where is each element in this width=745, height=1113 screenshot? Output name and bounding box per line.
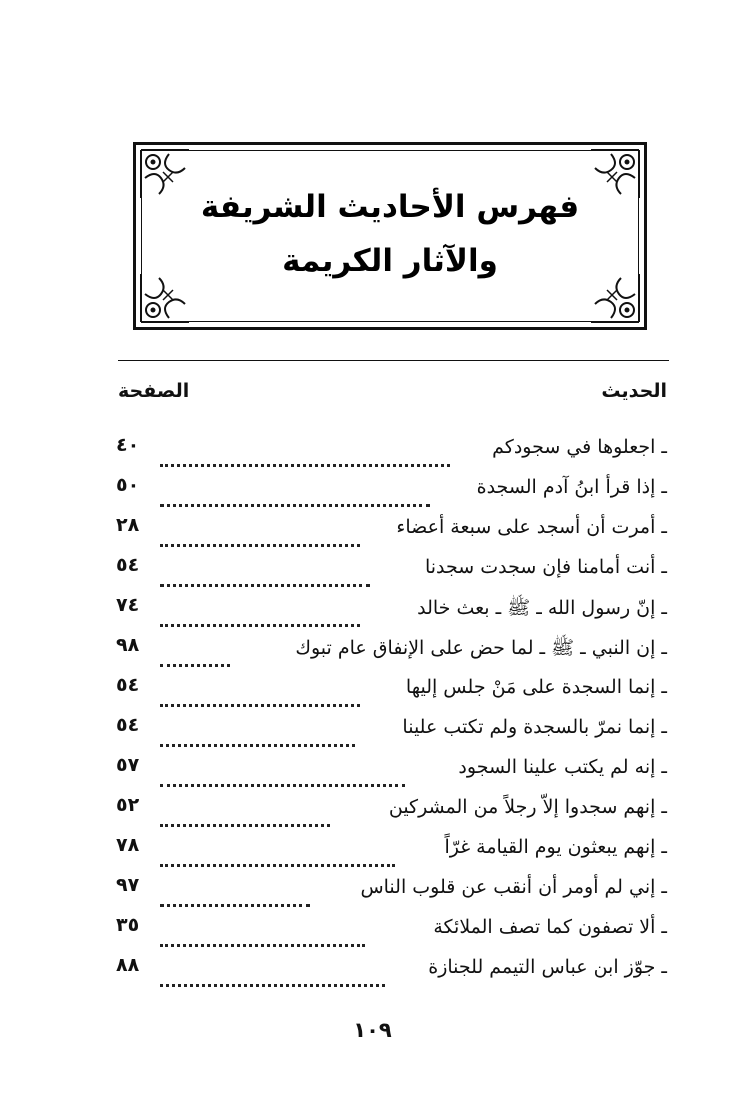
- entry-text: ـ ألا تصفون كما تصف الملائكة: [433, 916, 667, 938]
- entry-text: ـ أنت أمامنا فإن سجدت سجدنا: [424, 556, 667, 578]
- entry-page: ٨٨: [116, 954, 140, 976]
- index-entry: [0, 434, 745, 474]
- leader-dots: [160, 794, 330, 827]
- entry-text: ـ إنما السجدة على مَنْ جلس إليها: [405, 676, 667, 698]
- index-entry: [0, 554, 745, 594]
- entry-text: ـ اجعلوها في سجودكم: [492, 436, 667, 458]
- title-frame: [133, 142, 647, 330]
- entry-text: ـ أمرت أن أسجد على سبعة أعضاء: [396, 516, 667, 538]
- entry-text: ـ إنهم يبعثون يوم القيامة غرّاً: [444, 836, 667, 858]
- leader-dots: [160, 594, 360, 627]
- page-number: ١٠٩: [353, 1018, 392, 1042]
- index-entry: [0, 874, 745, 914]
- entry-text: ـ جوّز ابن عباس التيمم للجنازة: [428, 956, 667, 978]
- column-header-hadith: الحديث: [601, 380, 667, 402]
- entry-page: ٥٢: [116, 794, 140, 816]
- entry-text: ـ إنّ رسول الله ـ ﷺ ـ بعث خالد: [417, 597, 667, 619]
- index-entry: [0, 914, 745, 954]
- leader-dots: [160, 634, 230, 667]
- index-entry: [0, 954, 745, 994]
- entry-page: ٥٤: [116, 714, 140, 736]
- index-entry: [0, 514, 745, 554]
- entry-page: ٧٤: [116, 594, 140, 616]
- corner-ornament-icon: [589, 272, 641, 324]
- entry-page: ٩٧: [116, 874, 140, 896]
- index-entry: [0, 634, 745, 674]
- entry-text: ـ إنه لم يكتب علينا السجود: [458, 756, 667, 778]
- leader-dots: [160, 754, 405, 787]
- index-entry: [0, 674, 745, 714]
- entry-page: ٥٧: [116, 754, 140, 776]
- corner-ornament-icon: [589, 148, 641, 200]
- index-entry: [0, 474, 745, 514]
- entry-text: ـ إذا قرأ ابنُ آدم السجدة: [476, 476, 667, 498]
- leader-dots: [160, 554, 370, 587]
- entry-page: ٥٤: [116, 674, 140, 696]
- header-divider: [118, 360, 669, 361]
- leader-dots: [160, 714, 355, 747]
- leader-dots: [160, 914, 365, 947]
- index-entry: [0, 714, 745, 754]
- index-entry: [0, 594, 745, 634]
- leader-dots: [160, 474, 430, 507]
- leader-dots: [160, 874, 310, 907]
- entry-page: ٧٨: [116, 834, 140, 856]
- leader-dots: [160, 954, 385, 987]
- column-header-page: الصفحة: [118, 380, 190, 402]
- leader-dots: [160, 434, 450, 467]
- entry-page: ٥٠: [116, 474, 140, 496]
- entry-text: ـ إنهم سجدوا إلاّ رجلاً من المشركين: [388, 796, 667, 818]
- entry-text: ـ إنما نمرّ بالسجدة ولم تكتب علينا: [402, 716, 667, 738]
- leader-dots: [160, 674, 360, 707]
- corner-ornament-icon: [139, 272, 191, 324]
- entry-page: ٥٤: [116, 554, 140, 576]
- entry-page: ٩٨: [116, 634, 140, 656]
- index-entry: [0, 834, 745, 874]
- entry-page: ٢٨: [116, 514, 140, 536]
- index-entry: [0, 754, 745, 794]
- index-entry: [0, 794, 745, 834]
- entry-page: ٤٠: [116, 434, 140, 456]
- entry-text: ـ إن النبي ـ ﷺ ـ لما حض على الإنفاق عام تبوك: [295, 637, 667, 659]
- entry-page: ٣٥: [116, 914, 140, 936]
- leader-dots: [160, 834, 395, 867]
- entry-text: ـ إني لم أومر أن أنقب عن قلوب الناس: [360, 876, 667, 898]
- leader-dots: [160, 514, 360, 547]
- page-subtitle: والآثار الكريمة: [282, 243, 498, 279]
- corner-ornament-icon: [139, 148, 191, 200]
- page-title: فهرس الأحاديث الشريفة: [200, 189, 580, 225]
